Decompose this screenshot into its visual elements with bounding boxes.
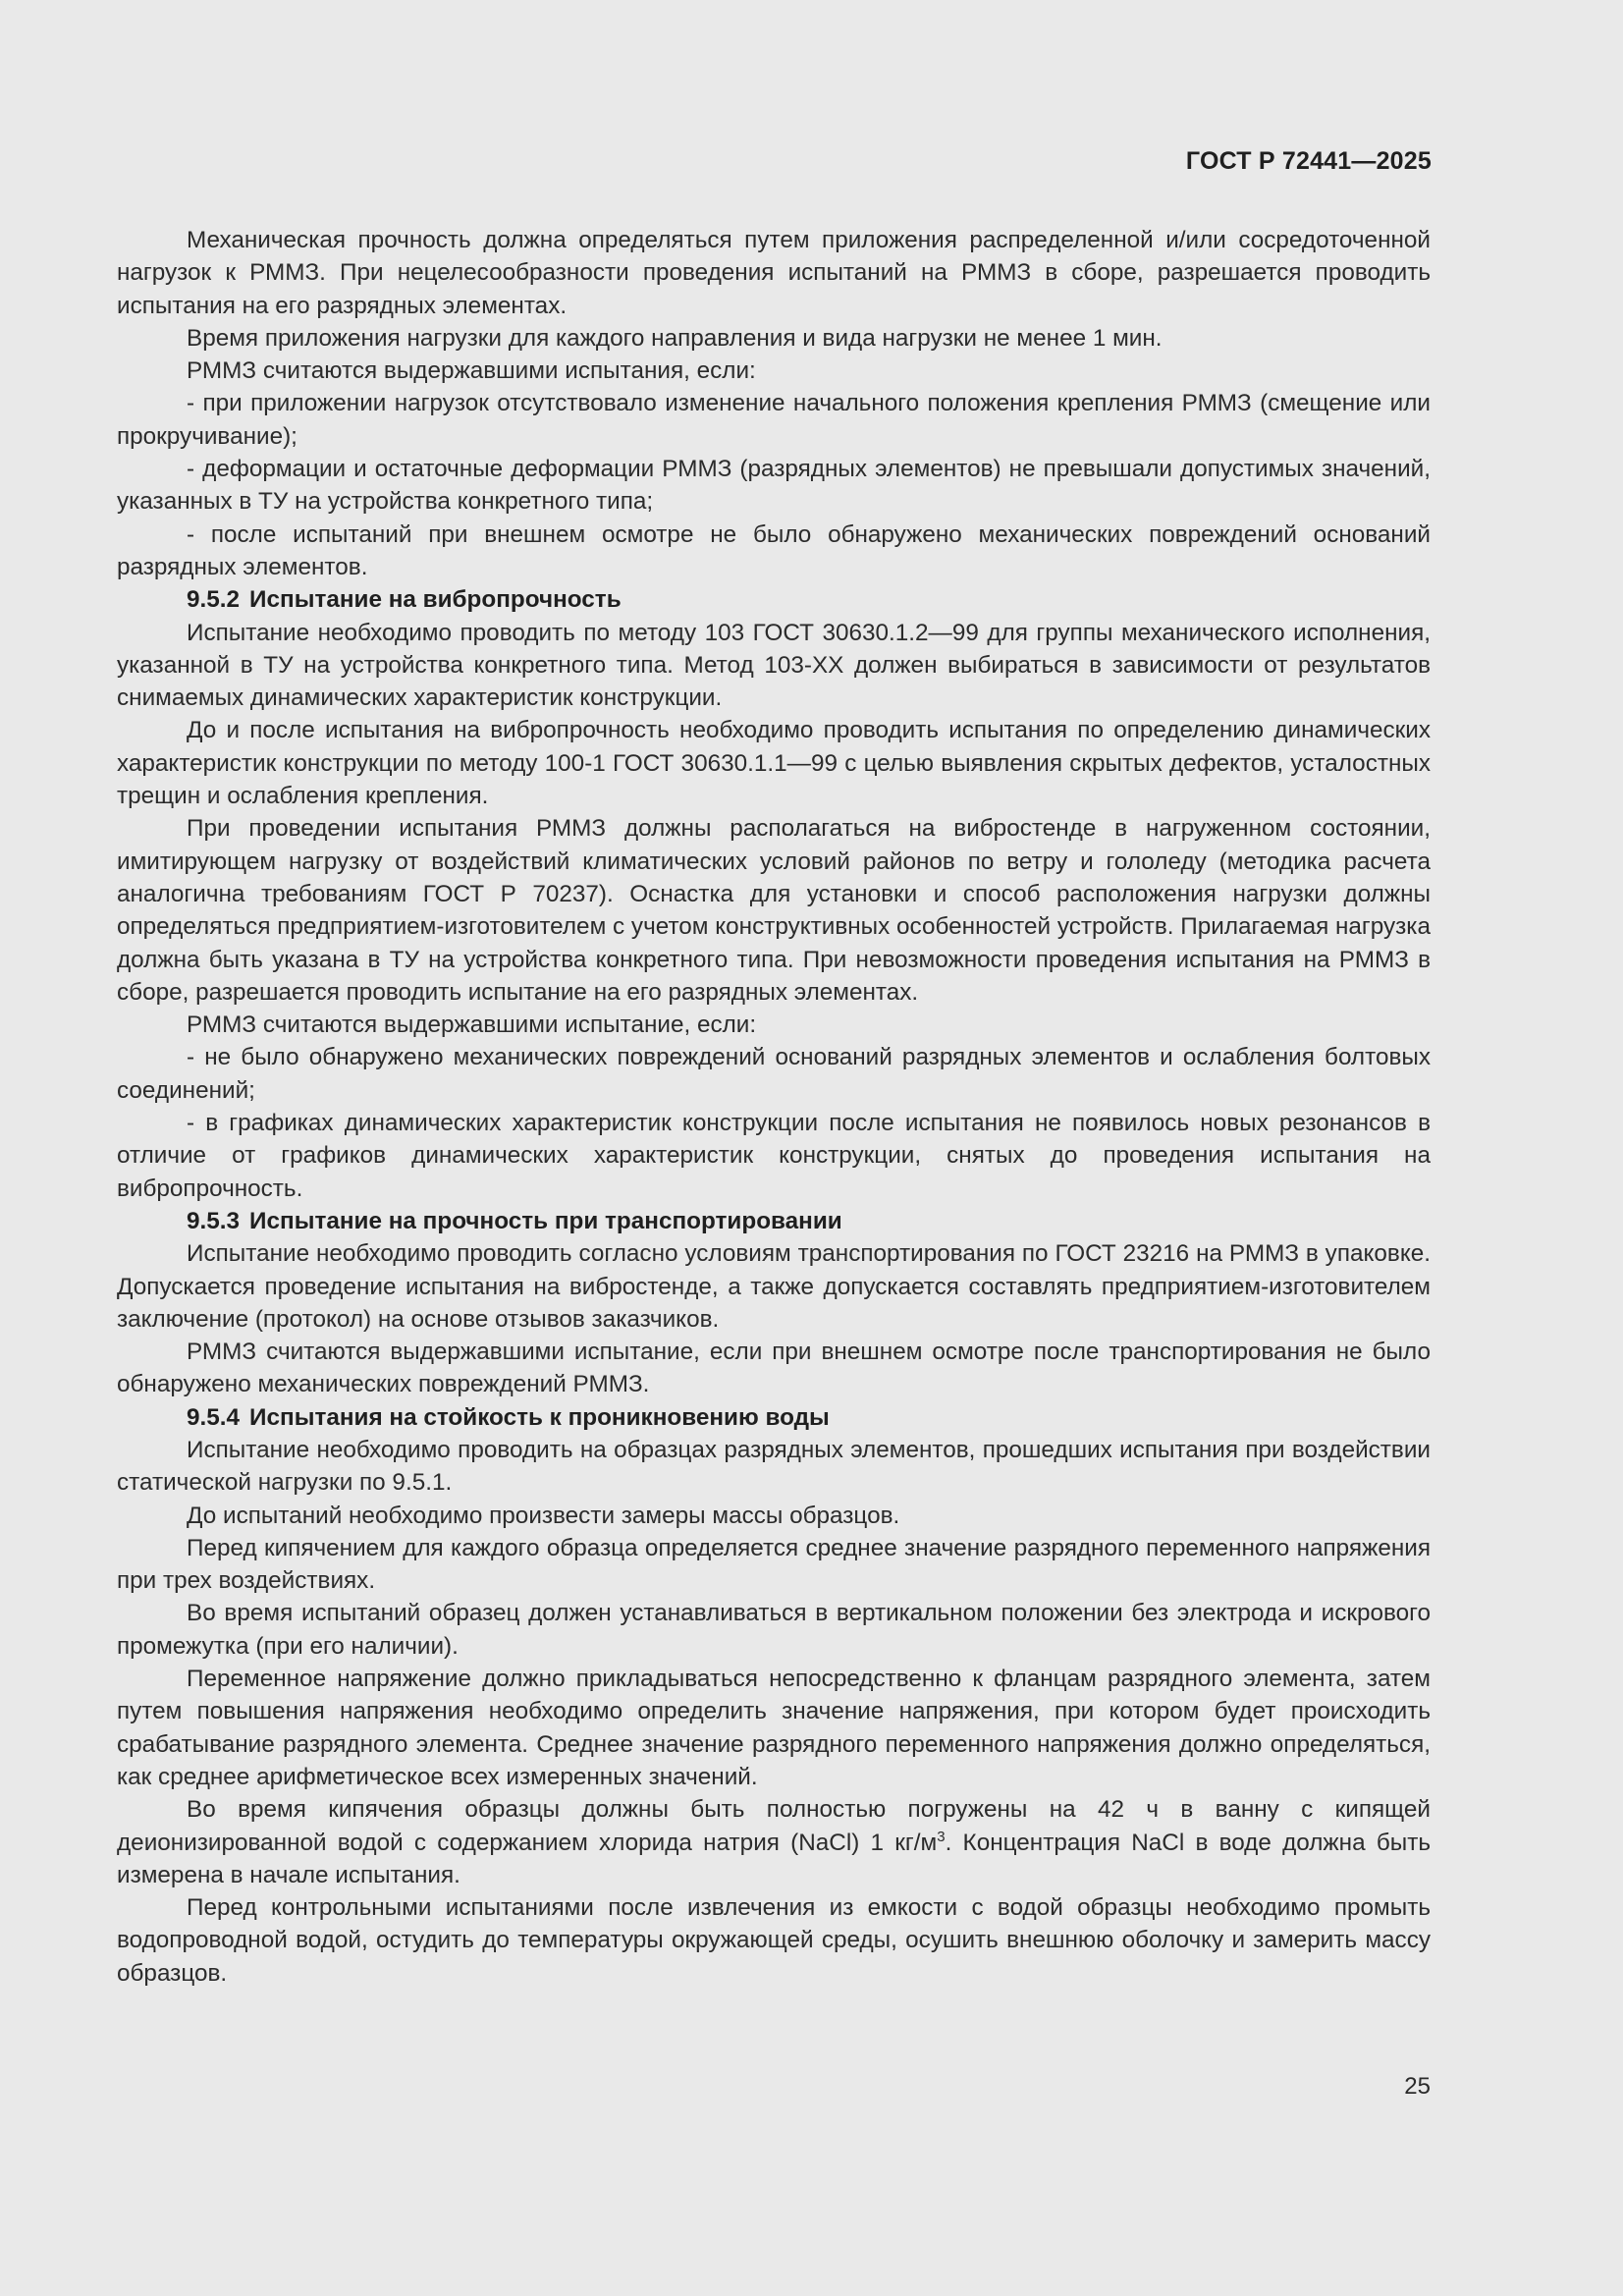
section-heading-9-5-4	[117, 1401, 1431, 1434]
superscript: 3	[937, 1828, 946, 1845]
paragraph: До испытаний необходимо произвести замеры массы образцов.	[187, 1502, 900, 1529]
paragraph: Испытание необходимо проводить по методу 103 ГОСТ 30630.1.2—99 для группы механического исполнения, указанной в ТУ на устройства конкретного типа. Метод 103-ХХ должен выбираться в зависимости от результатов снимаемых динамических характеристик конструкции.	[117, 619, 1431, 712]
list-item: - после испытаний при внешнем осмотре не было обнаружено механических повреждений оснований разрядных элементов.	[117, 520, 1431, 580]
paragraph: Испытание необходимо проводить согласно условиям транспортирования по ГОСТ 23216 на РММЗ в упаковке. Допускается проведение испытания на вибростенде, а также допускается составлять предприятием-изготовителем заключение (протокол) на основе отзывов заказчиков.	[117, 1240, 1431, 1333]
paragraph: Испытание необходимо проводить на образцах разрядных элементов, прошедших испытания при воздействии статической нагрузки по 9.5.1.	[117, 1436, 1431, 1497]
page-number: 25	[1404, 2073, 1431, 2100]
paragraph-with-superscript	[117, 1793, 1431, 1891]
section-number: 9.5.2	[187, 586, 241, 614]
section-number: 9.5.4	[187, 1403, 241, 1431]
document-code-header: ГОСТ Р 72441—2025	[1185, 147, 1432, 175]
paragraph: Время приложения нагрузки для каждого направления и вида нагрузки не менее 1 мин.	[187, 324, 1163, 352]
paragraph: Переменное напряжение должно прикладываться непосредственно к фланцам разрядного элемента, затем путем повышения напряжения необходимо определить значение напряжения, при котором будет происходить срабатывание разрядного элемента. Среднее значение разрядного переменного напряжения должно определяться, как среднее арифметическое всех измеренных значений.	[117, 1666, 1431, 1790]
paragraph: Во время испытаний образец должен устанавливаться в вертикальном положении без электрода и искрового промежутка (при его наличии).	[117, 1600, 1431, 1660]
paragraph: При проведении испытания РММЗ должны располагаться на вибростенде в нагруженном состоянии, имитирующем нагрузку от воздействий климатических условий районов по ветру и гололеду (методика расчета аналогична требованиям ГОСТ Р 70237). Оснастка для установки и способ расположения нагрузки должны определяться предприятием-изготовителем с учетом конструктивных особенностей устройств. Прилагаемая нагрузка должна быть указана в ТУ на устройства конкретного типа. При невозможности проведения испытания на РММЗ в сборе, разрешается проводить испытание на его разрядных элементах.	[117, 815, 1431, 1006]
paragraph: РММЗ считаются выдержавшими испытания, если:	[187, 357, 756, 385]
list-item: - при приложении нагрузок отсутствовало изменение начального положения крепления РММЗ (смещение или прокручивание);	[117, 390, 1431, 450]
paragraph: Механическая прочность должна определяться путем приложения распределенной и/или сосредоточенной нагрузок к РММЗ. При нецелесообразности проведения испытаний на РММЗ в сборе, разрешается проводить испытания на его разрядных элементах.	[117, 227, 1431, 319]
section-title: Испытания на стойкость к проникновению воды	[249, 1403, 830, 1431]
paragraph: Перед кипячением для каждого образца определяется среднее значение разрядного переменного напряжения при трех воздействиях.	[117, 1534, 1431, 1595]
paragraph: Перед контрольными испытаниями после извлечения из емкости с водой образцы необходимо промыть водопроводной водой, остудить до температуры окружающей среды, осушить внешнюю оболочку и замерить массу образцов.	[117, 1894, 1431, 1987]
section-heading-9-5-2	[117, 583, 1431, 616]
list-item: - не было обнаружено механических повреждений оснований разрядных элементов и ослабления болтовых соединений;	[117, 1044, 1431, 1104]
section-heading-9-5-3	[117, 1205, 1431, 1237]
paragraph: РММЗ считаются выдержавшими испытание, если при внешнем осмотре после транспортирования не было обнаружено механических повреждений РММЗ.	[117, 1339, 1431, 1398]
paragraph: РММЗ считаются выдержавшими испытание, если:	[187, 1011, 757, 1039]
paragraph: До и после испытания на вибропрочность необходимо проводить испытания по определению динамических характеристик конструкции по методу 100-1 ГОСТ 30630.1.1—99 с целью выявления скрытых дефектов, усталостных трещин и ослабления крепления.	[117, 717, 1431, 810]
section-title: Испытание на вибропрочность	[249, 586, 622, 614]
list-item: - деформации и остаточные деформации РММЗ (разрядных элементов) не превышали допустимых значений, указанных в ТУ на устройства конкретного типа;	[117, 456, 1431, 516]
section-title: Испытание на прочность при транспортировании	[249, 1207, 842, 1234]
paragraph-text: Во время кипячения образцы должны быть полностью погружены на 42 ч в ванну с кипящей деионизированной водой с содержанием хлорида натрия (NaCl) 1 кг/м	[117, 1796, 1431, 1856]
section-number: 9.5.3	[187, 1207, 241, 1234]
paragraph-text: . Концентрация NaCl в воде должна быть измерена в начале испытания.	[117, 1829, 1431, 1888]
list-item: - в графиках динамических характеристик конструкции после испытания не появилось новых резонансов в отличие от графиков динамических характеристик конструкции, снятых до проведения испытания на вибропрочность.	[117, 1110, 1431, 1202]
document-body	[117, 224, 1431, 1990]
